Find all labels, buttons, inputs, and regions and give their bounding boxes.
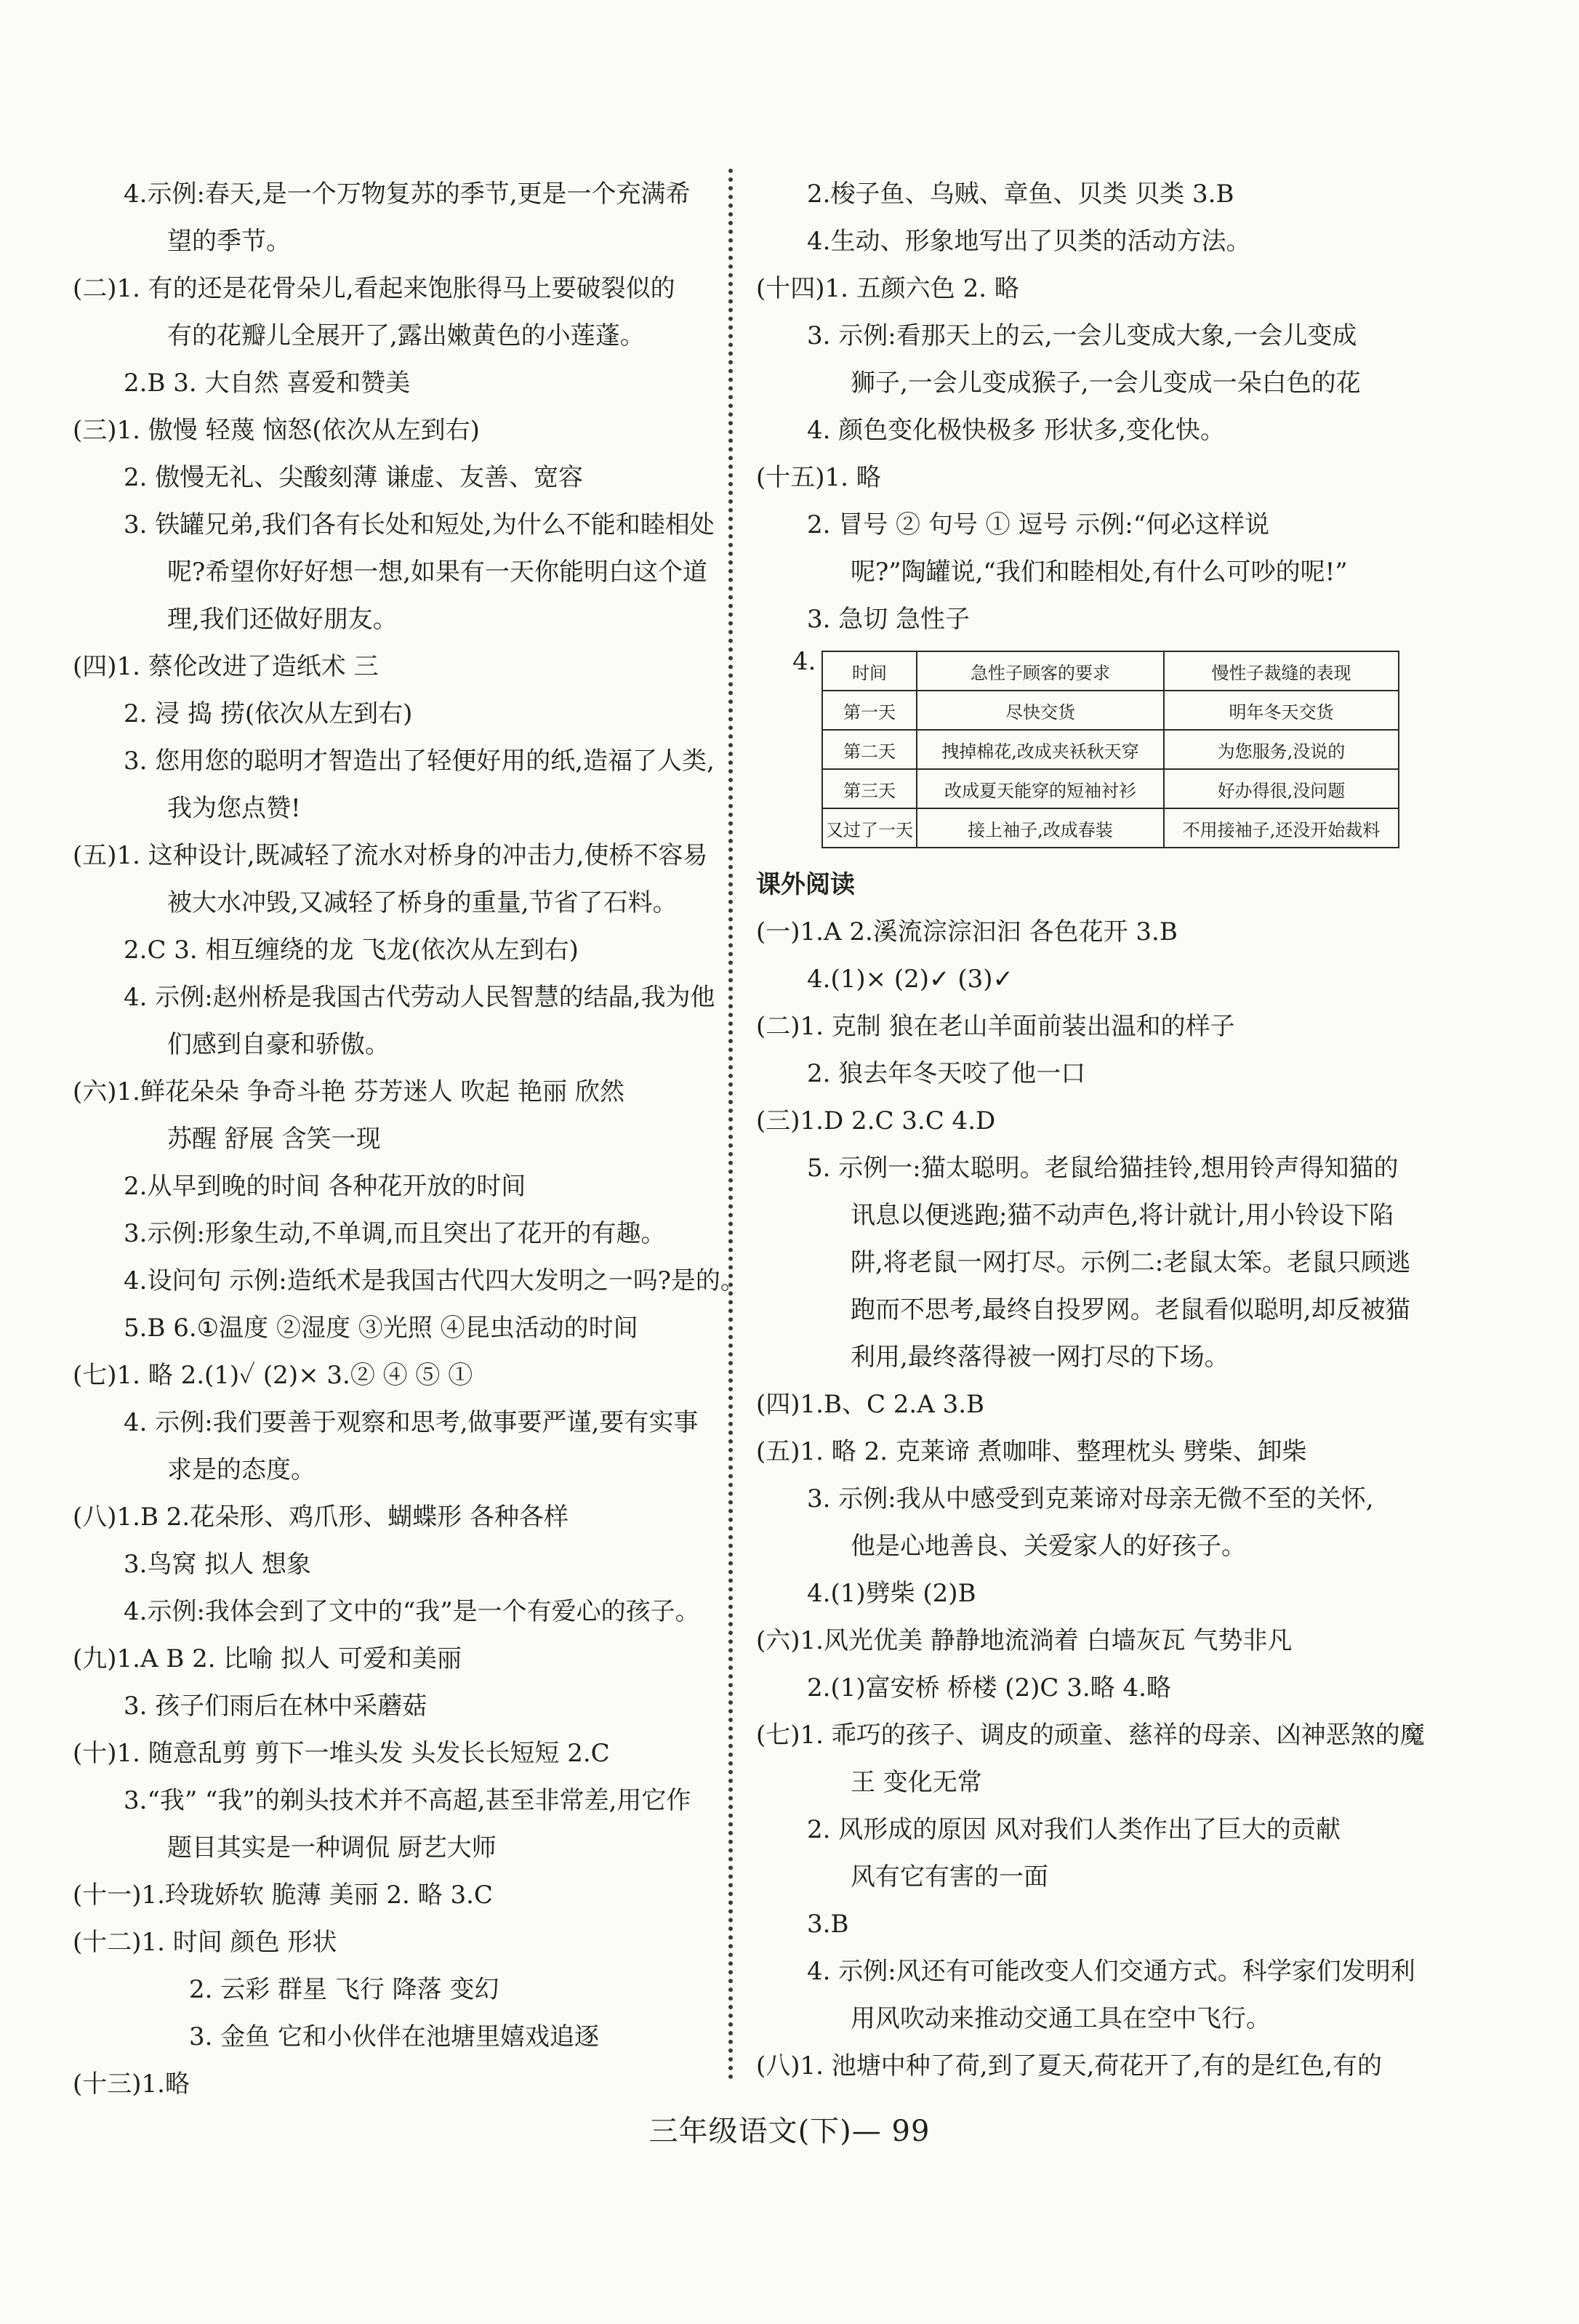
text-line: 2.B 3. 大自然 喜爱和赞美: [124, 369, 411, 398]
text-line: (五)1. 略 2. 克莱谛 煮咖啡、整理枕头 劈柴、卸柴: [756, 1437, 1307, 1466]
table-header-cell: 急性子顾客的要求: [917, 651, 1164, 691]
text-line: 3.B: [807, 1910, 849, 1939]
text-line: (三)1. 傲慢 轻蔑 恼怒(依次从左到右): [73, 416, 480, 445]
text-line: 用风吹动来推动交通工具在空中飞行。: [851, 2004, 1271, 2033]
text-line: 3. 示例:我从中感受到克莱谛对母亲无微不至的关怀,: [807, 1484, 1374, 1513]
text-line: 们感到自豪和骄傲。: [167, 1030, 390, 1059]
text-line: 5.B 6.①温度 ②湿度 ③光照 ④昆虫活动的时间: [124, 1314, 638, 1343]
text-line: 4.(1)× (2)✓ (3)✓: [807, 965, 1014, 994]
text-line: (十四)1. 五颜六色 2. 略: [756, 274, 1019, 303]
table-row: [822, 730, 1399, 769]
text-line: (八)1.B 2.花朵形、鸡爪形、蝴蝶形 各种各样: [73, 1503, 569, 1532]
table-question-number: 4.: [792, 647, 816, 676]
text-line: 有的花瓣儿全展开了,露出嫩黄色的小莲蓬。: [167, 321, 645, 350]
table-row: [822, 808, 1399, 848]
text-line: 3. 急切 急性子: [807, 605, 971, 634]
text-line: (十)1. 随意乱剪 剪下一堆头发 头发长长短短 2.C: [73, 1739, 610, 1768]
text-line: 他是心地善良、关爱家人的好孩子。: [851, 1532, 1246, 1561]
text-line: 王 变化无常: [851, 1768, 982, 1797]
table-header-row: [822, 651, 1399, 691]
table-cell: 不用接袖子,还没开始裁料: [1164, 808, 1399, 848]
text-line: 2. 风形成的原因 风对我们人类作出了巨大的贡献: [807, 1815, 1341, 1844]
table-cell: 又过了一天: [822, 808, 917, 848]
table-cell: 接上袖子,改成春装: [917, 808, 1164, 848]
text-line: 理,我们还做好朋友。: [167, 605, 398, 634]
text-line: (八)1. 池塘中种了荷,到了夏天,荷花开了,有的是红色,有的: [756, 2051, 1383, 2080]
text-line: 3. 您用您的聪明才智造出了轻便好用的纸,造福了人类,: [124, 747, 715, 776]
text-line: 2. 狼去年冬天咬了他一口: [807, 1059, 1086, 1088]
text-line: 4. 示例:风还有可能改变人们交通方式。科学家们发明利: [807, 1957, 1415, 1986]
table-cell: 明年冬天交货: [1164, 691, 1399, 730]
text-line: (二)1. 有的还是花骨朵儿,看起来饱胀得马上要破裂似的: [73, 274, 675, 303]
text-line: (十二)1. 时间 颜色 形状: [73, 1928, 337, 1957]
table-cell: 第一天: [822, 691, 917, 730]
right-column-bottom: [756, 861, 1425, 2090]
text-line: (一)1.A 2.溪流淙淙汩汩 各色花开 3.B: [756, 917, 1178, 946]
text-line: 3. 铁罐兄弟,我们各有长处和短处,为什么不能和睦相处: [124, 510, 715, 539]
text-line: (十五)1. 略: [756, 463, 881, 492]
text-line: 求是的态度。: [167, 1455, 316, 1484]
text-line: 2.从早到晚的时间 各种花开放的时间: [124, 1172, 526, 1201]
text-line: 3. 孩子们雨后在林中采蘑菇: [124, 1692, 427, 1721]
table-cell: 拽掉棉花,改成夹袄秋天穿: [917, 730, 1164, 769]
text-line: 风有它有害的一面: [851, 1862, 1048, 1891]
text-line: 2.梭子鱼、乌贼、章鱼、贝类 贝类 3.B: [807, 180, 1234, 209]
table-cell: 好办得很,没问题: [1164, 769, 1399, 808]
text-line: 2. 冒号 ② 句号 ① 逗号 示例:“何必这样说: [807, 510, 1270, 539]
text-line: 跑而不思考,最终自投罗网。老鼠看似聪明,却反被猫: [851, 1295, 1410, 1324]
text-line: 利用,最终落得被一网打尽的下场。: [851, 1343, 1229, 1372]
text-line: 4.示例:我体会到了文中的“我”是一个有爱心的孩子。: [124, 1597, 700, 1626]
text-line: 我为您点赞!: [167, 794, 301, 823]
text-line: 题目其实是一种调侃 厨艺大师: [167, 1833, 497, 1862]
text-line: 4.示例:春天,是一个万物复苏的季节,更是一个充满希: [124, 180, 691, 209]
text-line: (六)1.风光优美 静静地流淌着 白墙灰瓦 气势非凡: [756, 1626, 1293, 1655]
table-cell: 第二天: [822, 730, 917, 769]
table-cell: 尽快交货: [917, 691, 1164, 730]
text-line: 2. 云彩 群星 飞行 降落 变幻: [189, 1975, 499, 2004]
text-line: (九)1.A B 2. 比喻 拟人 可爱和美丽: [73, 1644, 462, 1673]
text-line: 4. 示例:赵州桥是我国古代劳动人民智慧的结晶,我为他: [124, 983, 715, 1012]
text-line: (六)1.鲜花朵朵 争奇斗艳 芬芳迷人 吹起 艳丽 欣然: [73, 1077, 625, 1106]
text-line: (二)1. 克制 狼在老山羊面前装出温和的样子: [756, 1012, 1235, 1041]
text-line: 课外阅读: [756, 870, 855, 899]
text-line: 被大水冲毁,又减轻了桥身的重量,节省了石料。: [167, 888, 678, 917]
text-line: 4.设问句 示例:造纸术是我国古代四大发明之一吗?是的。: [124, 1266, 745, 1295]
text-line: (四)1.B、C 2.A 3.B: [756, 1390, 985, 1419]
text-line: (五)1. 这种设计,既减轻了流水对桥身的冲击力,使桥不容易: [73, 841, 708, 870]
text-line: (十三)1.略: [73, 2070, 190, 2099]
text-line: (七)1. 略 2.(1)✓ (2)× 3.② ④ ⑤ ①: [73, 1361, 473, 1390]
text-line: 望的季节。: [167, 227, 291, 256]
page-footer: 三年级语文(下)— 99: [648, 2115, 931, 2148]
text-line: (四)1. 蔡伦改进了造纸术 三: [73, 652, 379, 681]
text-line: 4. 颜色变化极快极多 形状多,变化快。: [807, 416, 1225, 445]
text-line: 3.鸟窝 拟人 想象: [124, 1550, 312, 1579]
text-line: 2. 浸 捣 捞(依次从左到右): [124, 699, 413, 728]
table-row: [822, 691, 1399, 730]
left-column: [73, 171, 745, 2108]
text-line: (十一)1.玲珑娇软 脆薄 美丽 2. 略 3.C: [73, 1881, 493, 1910]
table-cell: 为您服务,没说的: [1164, 730, 1399, 769]
text-line: 呢?希望你好好想一想,如果有一天你能明白这个道: [167, 558, 708, 587]
table-cell: 第三天: [822, 769, 917, 808]
right-column: [756, 171, 1425, 2090]
table-header-cell: 时间: [822, 651, 917, 691]
text-line: 2.C 3. 相互缠绕的龙 飞龙(依次从左到右): [124, 936, 579, 965]
text-line: 3. 示例:看那天上的云,一会儿变成大象,一会儿变成: [807, 321, 1357, 350]
text-line: 3.“我” “我”的剃头技术并不高超,甚至非常差,用它作: [124, 1786, 691, 1815]
table-cell: 改成夏天能穿的短袖衬衫: [917, 769, 1164, 808]
text-line: 讯息以便逃跑;猫不动声色,将计就计,用小铃设下陷: [851, 1201, 1394, 1230]
text-line: 2. 傲慢无礼、尖酸刻薄 谦虚、友善、宽容: [124, 463, 584, 492]
text-line: (三)1.D 2.C 3.C 4.D: [756, 1106, 996, 1135]
column-divider: [728, 169, 733, 2080]
text-line: 2.(1)富安桥 桥楼 (2)C 3.略 4.略: [807, 1673, 1171, 1702]
right-column-top: [756, 171, 1396, 643]
table-row: [822, 769, 1399, 808]
text-line: 4.(1)劈柴 (2)B: [807, 1579, 976, 1608]
text-line: (七)1. 乖巧的孩子、调皮的顽童、慈祥的母亲、凶神恶煞的魔: [756, 1721, 1425, 1750]
table-header-cell: 慢性子裁缝的表现: [1164, 651, 1399, 691]
text-line: 3. 金鱼 它和小伙伴在池塘里嬉戏追逐: [189, 2022, 600, 2051]
text-line: 狮子,一会儿变成猴子,一会儿变成一朵白色的花: [851, 369, 1361, 398]
text-line: 4. 示例:我们要善于观察和思考,做事要严谨,要有实事: [124, 1408, 699, 1437]
text-line: 5. 示例一:猫太聪明。老鼠给猫挂铃,想用铃声得知猫的: [807, 1154, 1399, 1183]
text-line: 呢?”陶罐说,“我们和睦相处,有什么可吵的呢!”: [851, 558, 1348, 587]
answer-table: [821, 651, 1399, 848]
answer-table-block: [756, 643, 1396, 861]
text-line: 4.生动、形象地写出了贝类的活动方法。: [807, 227, 1251, 256]
text-line: 苏醒 舒展 含笑一现: [167, 1125, 381, 1154]
text-line: 3.示例:形象生动,不单调,而且突出了花开的有趣。: [124, 1219, 666, 1248]
text-line: 阱,将老鼠一网打尽。示例二:老鼠太笨。老鼠只顾逃: [851, 1248, 1411, 1277]
